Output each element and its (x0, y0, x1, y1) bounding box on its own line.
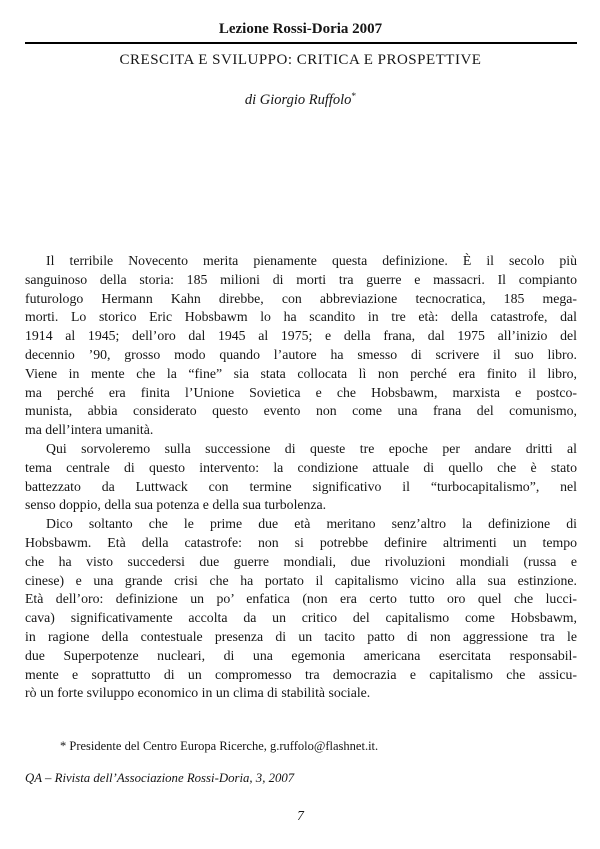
body-line: Età dell’oro: definizione un po’ enfatica (non era certo tutto oro quel che lucci- (25, 591, 577, 607)
journal-citation: QA – Rivista dell’Associazione Rossi-Doria, 3, 2007 (25, 771, 295, 785)
body-line: morti. Lo storico Eric Hobsbawm lo ha scandito in tre età: della catastrofe, dal (25, 309, 577, 325)
body-line: cinese) e una grande crisi che ha portato il capitalismo vicino alla sua estinzione. (25, 572, 577, 588)
body-line: tema centrale di questo intervento: la condizione attuale di quello che è stato (25, 459, 577, 475)
header-rule (25, 42, 577, 44)
running-head: Lezione Rossi-Doria 2007 (218, 21, 383, 37)
body-line: 1914 al 1945; dell’oro dal 1945 al 1975; e della frana, dal 1975 all’inizio del (25, 328, 577, 344)
body-line: ma dell’intera umanità. (25, 422, 154, 438)
body-line: cava) significativamente accolta da un critico del capitalismo come Hobsbawm, (25, 610, 577, 626)
body-line: in ragione della contestuale presenza di un tacito patto di non aggressione tra le (25, 628, 577, 644)
body-line: Viene in mente che la “fine” sia stata collocata lì non perché era finito il libro, (25, 365, 577, 381)
article-title: CRESCITA E SVILUPPO: CRITICA E PROSPETTIVE (119, 52, 482, 68)
author-byline (24, 89, 577, 108)
footnote: * Presidente del Centro Europa Ricerche, g.ruffolo@flashnet.it. (60, 739, 379, 753)
author-name: di Giorgio Ruffolo (244, 92, 352, 108)
body-line: Il terribile Novecento merita pienamente questa definizione. È il secolo più (46, 253, 577, 268)
author-footnote-marker: * (351, 92, 357, 102)
body-line: rò un forte sviluppo economico in un clima di stabilità sociale. (25, 685, 371, 701)
body-line: due Superpotenze nucleari, di una egemonia americana esercitata responsabil- (25, 647, 577, 663)
body-line: che ha visto succedersi due guerre mondiali, due rivoluzioni mondiali (russa e (25, 553, 577, 569)
body-line: Hobsbawm. Età della catastrofe: non si potrebbe definire altrimenti un tempo (25, 534, 577, 550)
body-line: battezzato da Luttwack con termine significativo il “turbocapitalismo”, nel (25, 478, 577, 494)
body-line: Dico soltanto che le prime due età meritano senz’altro la definizione di (46, 516, 577, 532)
body-line: munista, abbia considerato questo evento non come una frana del comunismo, (25, 403, 577, 419)
body-line: ma perché era finita l’Unione Sovietica e che Hobsbawm, marxista e postco- (25, 384, 577, 400)
body-line: futurologo Hermann Kahn direbbe, con abbreviazione tecnocratica, 185 mega- (25, 290, 577, 306)
body-line: senso doppio, della sua potenza e della sua turbolenza. (25, 497, 327, 513)
body-line: decennio ’90, grosso modo quando l’autore ha smesso di scrivere il suo libro. (25, 346, 577, 362)
body-line: sanguinoso della storia: 185 milioni di morti tra guerre e massacri. Il compianto (25, 271, 577, 287)
body-line: mente e soprattutto di un compromesso tra democrazia e capitalismo che assicu- (25, 666, 577, 682)
body-line: Qui sorvoleremo sulla successione di queste tre epoche per andare dritti al (46, 440, 577, 456)
article-body (25, 252, 577, 703)
page-number: 7 (297, 808, 304, 823)
